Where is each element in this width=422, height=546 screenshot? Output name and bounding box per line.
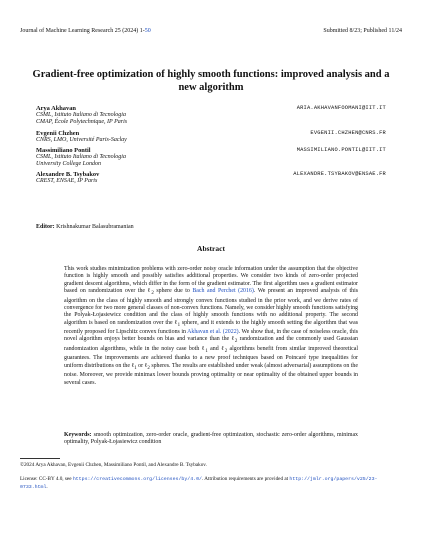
author-block <box>36 147 386 169</box>
author-affiliation: University College London <box>36 161 101 168</box>
journal-pages-link[interactable]: 50 <box>144 28 151 34</box>
author-affiliation: CSML, Istituto Italiano di Tecnologia <box>36 112 126 118</box>
author-affiliation: CNRS, LMO, Université Paris-Saclay <box>36 136 127 143</box>
keywords-label: Keywords: <box>64 432 92 438</box>
author-name: Evgenii Chzhen <box>36 129 80 137</box>
license-notice: License: CC-BY 4.0, see https://creativecommons.org/licenses/by/4.0/. Attribution requirements are provided at http://jmlr.org/papers/v25/23-0733.html. <box>20 476 378 490</box>
author-email[interactable]: EVGENII.CHZHEN@CNRS.FR <box>310 129 386 136</box>
editor-name: Krishnakumar Balasubramanian <box>56 224 134 230</box>
running-header <box>20 28 402 34</box>
author-affiliation: CMAP, École Polytechnique, IP Paris <box>36 119 128 126</box>
author-block <box>36 105 386 127</box>
submission-dates: Submitted 8/23; Published 11/24 <box>323 28 402 34</box>
abstract-heading: Abstract <box>197 244 225 253</box>
author-list <box>36 105 386 189</box>
author-email[interactable]: ALEXANDRE.TSYBAKOV@ENSAE.FR <box>293 171 386 178</box>
attribution-url-link[interactable]: http://jmlr.org/papers/v25/23-0733.html <box>20 477 378 490</box>
citation-link[interactable]: Bach and Perchet (2016) <box>192 288 254 295</box>
copyright-notice: ©2024 Arya Akhavan, Evgenii Chzhen, Massimiliano Pontil, and Alexandre B. Tsybakov. <box>20 462 207 468</box>
editor-label: Editor: <box>36 224 55 230</box>
author-affiliation: CSML, Istituto Italiano di Tecnologia <box>36 153 126 160</box>
author-name: Alexandre B. Tsybakov <box>36 171 100 179</box>
journal-info: Journal of Machine Learning Research 25 (2024) 1-50 <box>20 28 151 34</box>
citation-link[interactable]: Akhavan et al. (2022) <box>187 329 239 336</box>
paper-title: Gradient-free optimization of highly smooth functions: improved analysis and a new algorithm <box>32 69 390 93</box>
author-affiliation: CREST, ENSAE, IP Paris <box>36 178 98 185</box>
footnote-rule <box>20 458 60 459</box>
author-email[interactable]: ARIA.AKHAVANFOOMANI@IIT.IT <box>296 105 386 111</box>
author-name: Arya Akhavan <box>36 105 76 112</box>
author-block <box>36 130 386 144</box>
author-name: Massimiliano Pontil <box>36 146 91 154</box>
author-block <box>36 171 386 185</box>
editor-line <box>36 224 134 230</box>
license-url-link[interactable]: https://creativecommons.org/licenses/by/4.0/ <box>72 477 202 482</box>
keywords-text: smooth optimization, zero-order oracle, gradient-free optimization, stochastic zero-order algorithms, minimax optimality, Polyak-Łojasiewicz condition <box>64 432 359 446</box>
keywords <box>64 432 358 447</box>
abstract-body: This work studies minimization problems with zero-order noisy oracle information under the assumption that the objective function is highly smooth and possibly satisfies additional properties. We consider two kinds of zero-order projected gradient descent algorithms, which differ in the form of the gradient estimator. The first algorithm uses a gradient estimator based on randomization over the ℓ$_2$ sphere due to Bach and Perchet (2016). We present an improved analysis of this algorithm on the class of highly smooth and strongly convex functions studied in the prior work, and we derive rates of convergence for two more general classes of non-convex functions. Namely, we consider highly smooth functions satisfying the Polyak-Łojasiewicz condition and the class of highly smooth functions with no additional property. The second algorithm is based on randomization over the ℓ$_1$ sphere, and it extends to the highly smooth setting the algorithm that was recently proposed for Lipschitz convex functions in Akhavan et al. (2022). We show that, in the case of noiseless oracle, this novel algorithm enjoys better bounds on bias and variance than the ℓ$_2$ randomization and the commonly used Gaussian randomization algorithms, while in the noisy case both ℓ$_1$ and ℓ$_2$ algorithms benefit from similar improved theoretical guarantees. The improvements are achieved thanks to a new proof techniques based on Poincaré type inequalities for uniform distributions on the ℓ$_1$ or ℓ$_2$ spheres. The results are established under weak (almost adversarial) assumptions on the noise. Moreover, we provide minimax lower bounds proving optimality or near optimality of the obtained upper bounds in several cases. <box>64 266 358 386</box>
author-email[interactable]: MASSIMILIANO.PONTIL@IIT.IT <box>296 146 386 153</box>
